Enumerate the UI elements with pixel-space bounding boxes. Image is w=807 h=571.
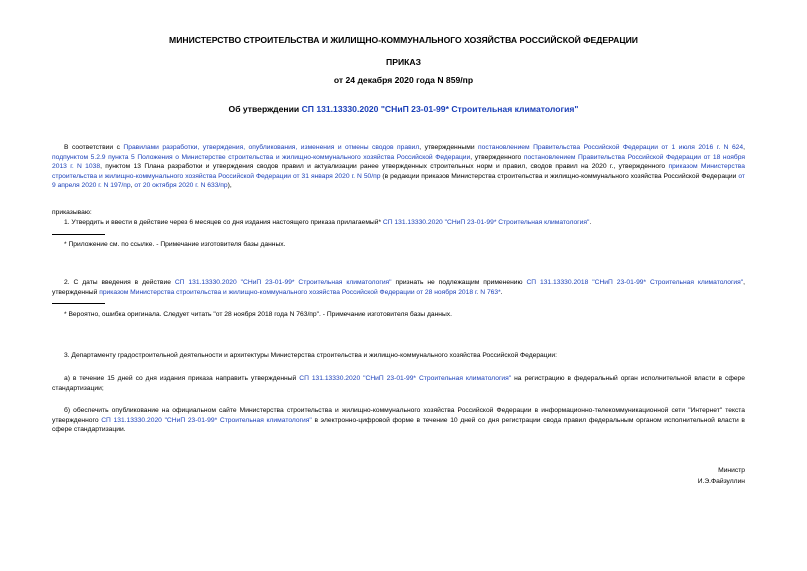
p2-text: признать не подлежащим применению <box>391 279 527 286</box>
intro-paragraph <box>52 143 745 191</box>
p2-link-new[interactable]: СП 131.13330.2020 "СНиП 23-01-99* Строительная климатология" <box>174 279 392 286</box>
p2-link-old[interactable]: СП 131.13330.2018 "СНиП 23-01-99* Строительная климатология" <box>526 279 744 286</box>
intro-text: , пунктом 13 Плана разработки и утверждения сводов правил и актуализации ранее утвержденных строительных норм и правил, сводов правил на 2020 г., утвержденного <box>100 163 669 170</box>
link-order-197[interactable]: от 9 апреля 2020 г. N 197/пр <box>52 172 745 189</box>
intro-text: (в редакции приказов Министерства строительства и жилищно-коммунального хозяйства Российской Федерации <box>380 172 739 180</box>
pa-text: а) в течение 15 дней со дня издания приказа направить утвержденный <box>64 375 300 382</box>
signature-position: Министр <box>718 467 745 474</box>
pb-text: б) обеспечить опубликование на официальном сайте Министерства строительства и жилищно-коммунального хозяйства Российской Федерации в информационно-телекоммуникационной сети "Интернет" текста утвержденного <box>52 407 745 424</box>
p2-text: , утвержденный <box>52 279 746 296</box>
intro-text: , <box>743 144 745 151</box>
paragraph-3a <box>52 374 745 393</box>
pb-link[interactable]: СП 131.13330.2020 "СНиП 23-01-99* Строительная климатология" <box>101 416 312 424</box>
subject-prefix: Об утверждении <box>228 104 302 114</box>
subject-link[interactable]: СП 131.13330.2020 "СНиП 23-01-99* Строительная климатология" <box>301 104 579 114</box>
link-rules[interactable]: Правилами разработки, утверждения, опубликования, изменения и отмены сводов правил <box>123 144 420 151</box>
link-order-633[interactable]: от 20 октября 2020 г. N 633/пр <box>134 182 228 189</box>
paragraph-2 <box>52 278 745 297</box>
paragraph-3: 3. Департаменту градостроительной деятельности и архитектуры Министерства строительства и жилищно-коммунального хозяйства Российской Федерации: <box>64 352 557 359</box>
intro-text: , <box>130 182 135 189</box>
document-subject <box>0 104 807 114</box>
pa-text: на регистрацию в федеральный орган исполнительной власти в сфере стандартизации; <box>52 375 745 392</box>
paragraph-3b <box>52 406 745 435</box>
pa-link[interactable]: СП 131.13330.2020 "СНиП 23-01-99* Строительная климатология" <box>299 375 512 382</box>
p2-link-order[interactable]: приказом Министерства строительства и жилищно-коммунального хозяйства Российской Федерации от 28 ноября 2018 г. N 763* <box>99 288 501 296</box>
p1-link[interactable]: СП 131.13330.2020 "СНиП 23-01-99* Строительная климатология" <box>382 219 590 226</box>
p2-text: . <box>500 288 503 296</box>
footnote-divider <box>52 234 105 235</box>
order-word: приказываю: <box>52 209 92 216</box>
signature-name: И.Э.Файзуллин <box>697 478 745 485</box>
p1-text: 1. Утвердить и ввести в действие через 6 месяцев со дня издания настоящего приказа прилагаемый* <box>64 219 383 226</box>
link-decree-1038[interactable]: постановлением Правительства Российской Федерации от 18 ноября 2013 г. N 1038 <box>52 153 746 170</box>
link-order-50[interactable]: приказом Министерства строительства и жилищно-коммунального хозяйства Российской Федерации от 31 января 2020 г. N 50/пр <box>52 163 745 180</box>
footnote-2: * Вероятно, ошибка оригинала. Следует читать "от 28 ноября 2018 года N 763/пр". - Примечание изготовителя базы данных. <box>64 311 452 318</box>
intro-text: , утвержденными <box>419 144 479 151</box>
paragraph-1 <box>52 218 745 228</box>
pb-text: в электронно-цифровой форме в течение 10 дней со дня регистрации свода правил федеральным органом исполнительной власти в сфере стандартизации. <box>52 416 745 433</box>
intro-text: ), <box>227 182 232 189</box>
intro-text: В соответствии с <box>64 144 124 151</box>
intro-text: , утвержденного <box>470 153 524 161</box>
p1-end: . <box>589 219 592 226</box>
link-regulation[interactable]: подпунктом 5.2.9 пункта 5 Положения о Министерстве строительства и жилищно-коммунального хозяйства Российской Федерации <box>52 153 471 161</box>
document-type: ПРИКАЗ <box>386 57 421 67</box>
document-date-number: от 24 декабря 2020 года N 859/пр <box>333 75 474 85</box>
p2-text: 2. С даты введения в действие <box>64 279 175 286</box>
footnote-divider <box>52 303 105 304</box>
ministry-title: МИНИСТЕРСТВО СТРОИТЕЛЬСТВА И ЖИЛИЩНО-КОММУНАЛЬНОГО ХОЗЯЙСТВА РОССИЙСКОЙ ФЕДЕРАЦИИ <box>169 35 638 45</box>
footnote-1: * Приложение см. по ссылке. - Примечание изготовителя базы данных. <box>64 241 286 248</box>
link-decree-624[interactable]: постановлением Правительства Российской Федерации от 1 июля 2016 г. N 624 <box>478 144 744 151</box>
